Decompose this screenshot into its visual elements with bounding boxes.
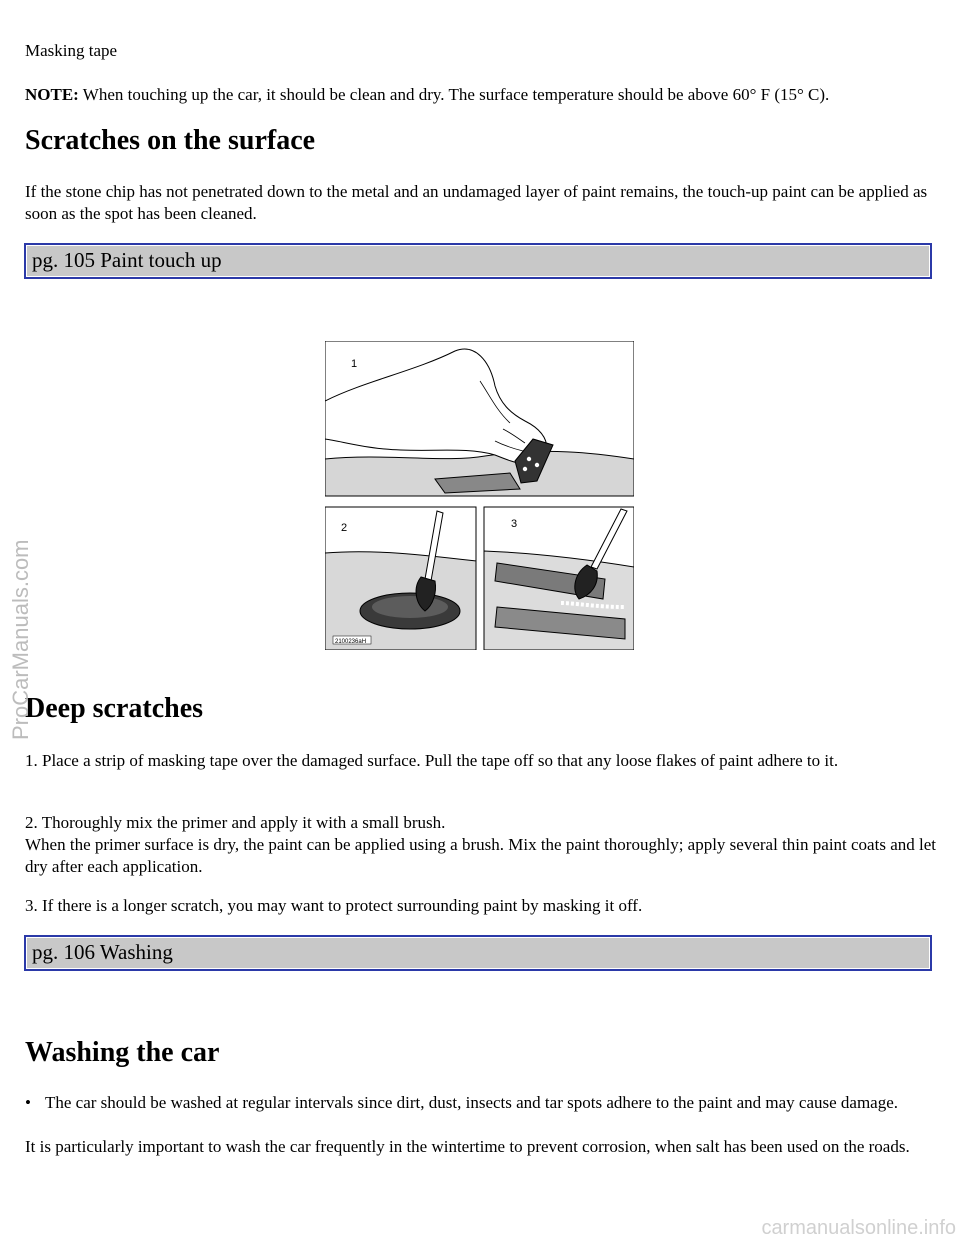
paint-touch-up-illustration — [325, 341, 634, 650]
deep-scratches-step-2-detail: When the primer surface is dry, the paint can be applied using a brush. Mix the paint thoroughly; apply several thin paint coats and let dry after each application. — [25, 835, 936, 876]
washing-bullet-text: The car should be washed at regular intervals since dirt, dust, insects and tar spots adhere to the paint and may cause damage. — [45, 1093, 899, 1112]
section-bar-label: pg. 105 Paint touch up — [32, 248, 222, 272]
deep-scratches-step-3: 3. If there is a longer scratch, you may want to protect surrounding paint by masking it off. — [25, 896, 643, 915]
section-bar-label: pg. 106 Washing — [32, 940, 173, 964]
washing-list — [25, 1092, 957, 1114]
section-bar-paint-touch-up — [24, 243, 932, 279]
heading-deep-scratches: Deep scratches — [25, 693, 204, 724]
note-text: When touching up the car, it should be clean and dry. The surface temperature should be above 60° F (15° C). — [78, 85, 830, 104]
deep-scratches-step-1: 1. Place a strip of masking tape over the damaged surface. Pull the tape off so that any loose flakes of paint adhere to it. — [25, 751, 839, 770]
panel-2 — [325, 507, 476, 650]
masking-tape-line: Masking tape — [25, 41, 118, 60]
panel-3 — [484, 507, 634, 650]
heading-washing-the-car: Washing the car — [25, 1037, 220, 1068]
heading-scratches-surface: Scratches on the surface — [25, 125, 316, 156]
panel-2-number: 2 — [341, 522, 348, 534]
panel-1-number: 1 — [351, 358, 358, 370]
section-bar-washing — [24, 935, 932, 971]
scratches-surface-text: If the stone chip has not penetrated down to the metal and an undamaged layer of paint remains, the touch-up paint can be applied as soon as the spot has been cleaned. — [25, 182, 928, 223]
panel-1 — [325, 341, 634, 496]
watermark-bottom-right: carmanualsonline.info — [761, 1217, 956, 1239]
deep-scratches-step-2: 2. Thoroughly mix the primer and apply it with a small brush. — [25, 813, 446, 832]
washing-winter-text: It is particularly important to wash the car frequently in the wintertime to prevent corrosion, when salt has been used on the roads. — [25, 1137, 910, 1156]
watermark-left: ProCarManuals.com — [8, 539, 33, 740]
note-paragraph — [25, 84, 937, 106]
figure-code: 2100236aH — [335, 639, 367, 645]
note-label: NOTE: — [25, 85, 79, 104]
list-item — [45, 1092, 957, 1114]
panel-3-number: 3 — [511, 518, 518, 530]
